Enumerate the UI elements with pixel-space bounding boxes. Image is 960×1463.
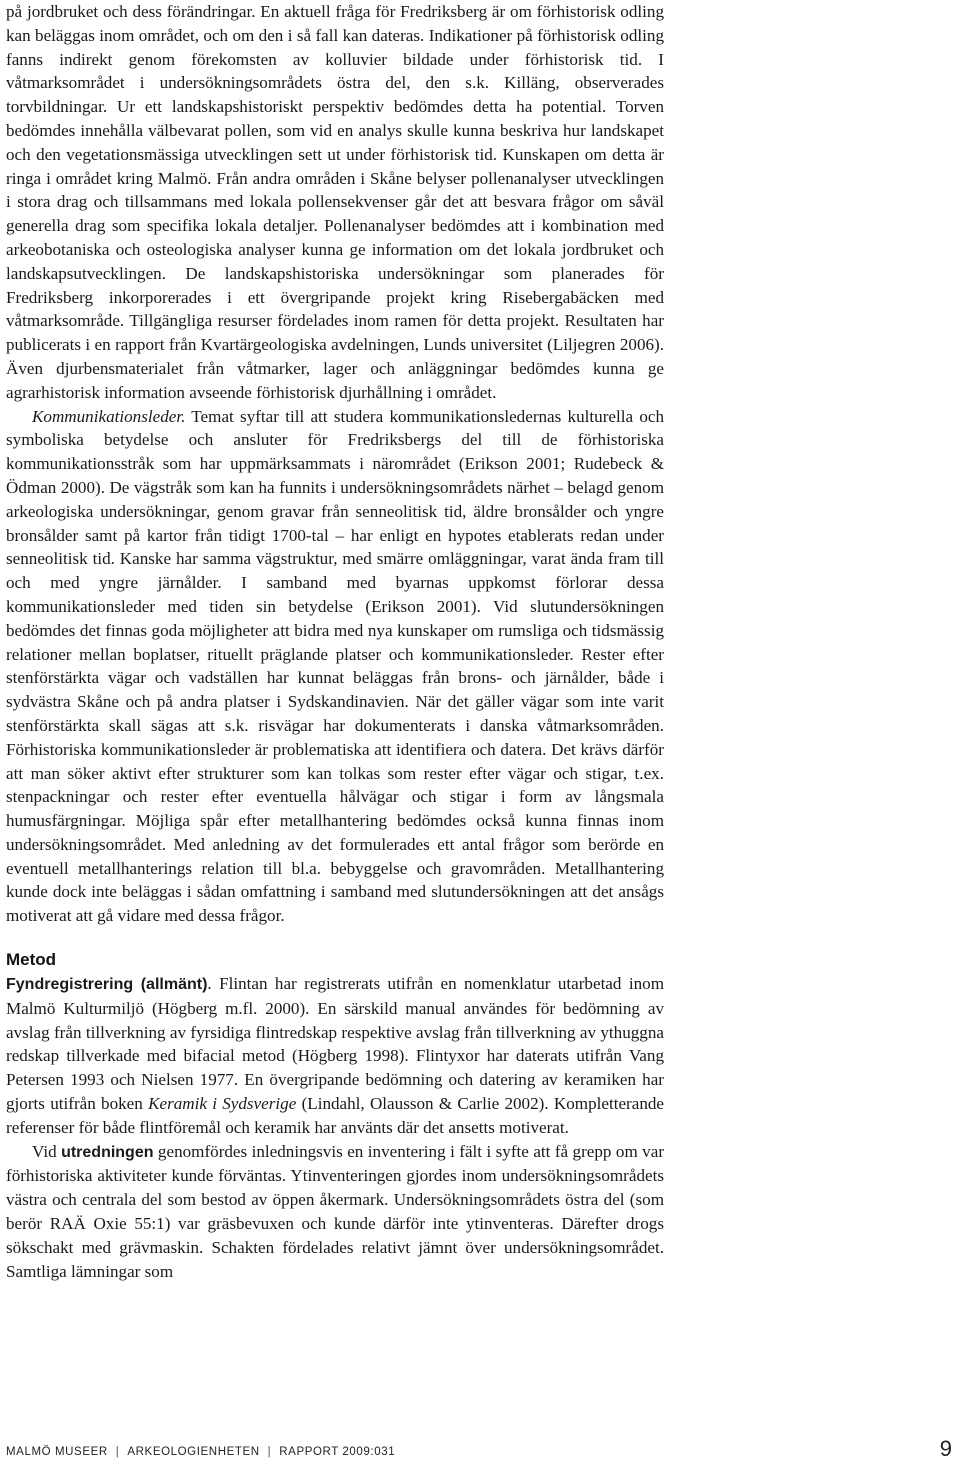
page-footer [6,1436,956,1462]
paragraph-text: på jordbruket och dess förändringar. En aktuell fråga för Fredriksberg är om förhistorisk odling kan beläggas inom området, och om den i så fall kan dateras. Indikationer på förhistorisk odling fanns indirekt genom förekomsten av kolluvier bildade under förhistorisk tid. I våtmarksområdet i undersökningsområdets östra del, den s.k. Killäng, observerades torvbildningar. Ur ett landskapshistoriskt perspektiv bedömdes detta ha potential. Torven bedömdes innehålla välbevarat pollen, som vid en analys skulle kunna beskriva hur landskapet och den vegetationsmässiga utvecklingen sett ut under förhistorisk tid. Kunskapen om detta är ringa i området kring Malmö. Från andra områden i Skåne belyser pollenanalyser utvecklingen i stora drag och tillsammans med lokala pollensekvenser går det att besvara frågor om såväl generella drag som specifika lokala detaljer. Pollenanalyser bedömdes att i kombination med arkeobotaniska och osteologiska analyser kunna ge information om det lokala jordbruket och landskapsutvecklingen. De landskapshistoriska undersökningar som planerades för Fredriksberg inkorporerades i ett övergripande projekt kring Risebergabäcken med våtmarksområde. Tillgängliga resurser fördelades inom ramen för detta projekt. Resultaten har publicerats i en rapport från Kvartärgeologiska avdelningen, Lunds universitet (Liljegren 2006). Även djurbensmaterialet från våtmarker, lager och anläggningar bedömdes kunna ge agrarhistorisk information avseende förhistorisk djurhållning i området. [6,2,664,402]
paragraph-utredningen [6,1140,664,1284]
section-heading-metod: Metod [6,950,57,970]
paragraph-landscape [6,0,664,405]
run-in-heading-kommunikationsleder: Kommunikationsleder. [32,406,186,426]
body-text [6,0,664,1283]
footer-report: RAPPORT 2009:031 [279,1446,396,1458]
paragraph-text: . Flintan har registrerats utifrån en nomenklatur utarbetad inom Malmö Kulturmiljö (Högberg m.fl. 2000). En särskild manual användes för bedömning av avslag från tillverkning av fyrsidiga flintredskap respektive avslag från tillverkning av ythuggna redskap tillverkade med bifacial metod (Högberg 1998). Flintyxor har daterats utifrån Vang Petersen 1993 och Nielsen 1977. En övergripande bedömning och datering av keramiken har gjorts utifrån boken [6,974,664,1114]
footer-separator: | [115,1446,120,1458]
paragraph-communications [6,405,664,929]
paragraph-text: genomfördes inledningsvis en inventering i fält i syfte att få grepp om var förhistoriska aktiviteter kunde förväntas. Ytinventeringen gjordes inom undersökningsområdets västra och centrala del som bestod av öppen åkermark. Undersökningsområdets östra del (som berör RAÄ Oxie 55:1) var gräsbevuxen och kunde därför inte ytinventeras. Därefter drogs sökschakt med grävmaskin. Schakten fördelades relativt jämnt över undersökningsområdet. Samtliga lämningar som [6,1141,665,1281]
paragraph-fyndregistrering [6,972,664,1140]
footer-org: MALMÖ MUSEER [6,1446,108,1458]
run-in-heading-fyndregistrering: Fyndregistrering (allmänt) [6,976,208,994]
footer-separator: | [267,1446,272,1458]
paragraph-text: Vid [32,1141,62,1161]
paragraph-text: (Lindahl, Olausson & Carlie 2002). Kompletterande referenser för både flintföremål och keramik har använts där det ansetts motiverat. [6,1094,664,1137]
paragraph-text: Temat syftar till att studera kommunikationsledernas kulturella och symboliska betydelse och ansluter för Fredriksbergs del till de förhistoriska kommunikationsstråk som har uppmärksammats i närområdet (Erikson 2001; Rudebeck & Ödman 2000). De vägstråk som kan ha funnits i undersökningsområdets närhet – belagd genom arkeologiska undersökningar, genom gravar från senneolitisk tid, äldre bronsålder och yngre bronsålder samt på kartor från tidigt 1700-tal – har enligt en hypotes etablerats redan under senneolitisk tid. Kanske har samma vägstruktur, med smärre omläggningar, varat ända fram till och med yngre järnålder. I samband med byarnas uppkomst förlorar dessa kommunikationsleder med tiden sin betydelse (Erikson 2001). Vid slutundersökningen bedömdes det finnas goda möjligheter att bidra med nya kunskaper om rumsliga och tidsmässig relationer mellan boplatser, rituellt präglande platser och kommunikationsleder. Rester efter stenförstärkta vägar och vadställen har kunnat beläggas från brons- och järnålder, både i sydvästra Skåne och på andra platser i Sydskandinavien. När det gäller vägar som inte varit stenförstärkta skall sägas att s.k. risvägar har dokumenterats i danska våtmarksområden. Förhistoriska kommunikationsleder är problematiska att identifiera och datera. Det krävs därför att man söker aktivt efter strukturer som kan tolkas som rester efter vägar och stigar, t.ex. stenpackningar och rester efter eventuella hålvägar och stigar i form av långsmala humusfärgningar. Möjliga spår efter metallhantering bedömdes också kunna finnas inom undersökningsområdet. Med anledning av det formulerades ett antal frågor som berörde en eventuell metallhanterings relation till bl.a. bebyggelse och gravområden. Metallhantering kunde dock inte beläggas i sådan omfattning i samband med slutundersökningen att det ansågs motiverat att gå vidare med dessa frågor. [6,406,664,926]
footer-series [6,1446,395,1458]
run-in-heading-utredningen: utredningen [61,1143,154,1161]
page-number: 9 [939,1436,952,1461]
book-title: Keramik i Sydsverige [148,1094,297,1114]
footer-dept: ARKEOLOGIENHETEN [127,1446,260,1458]
